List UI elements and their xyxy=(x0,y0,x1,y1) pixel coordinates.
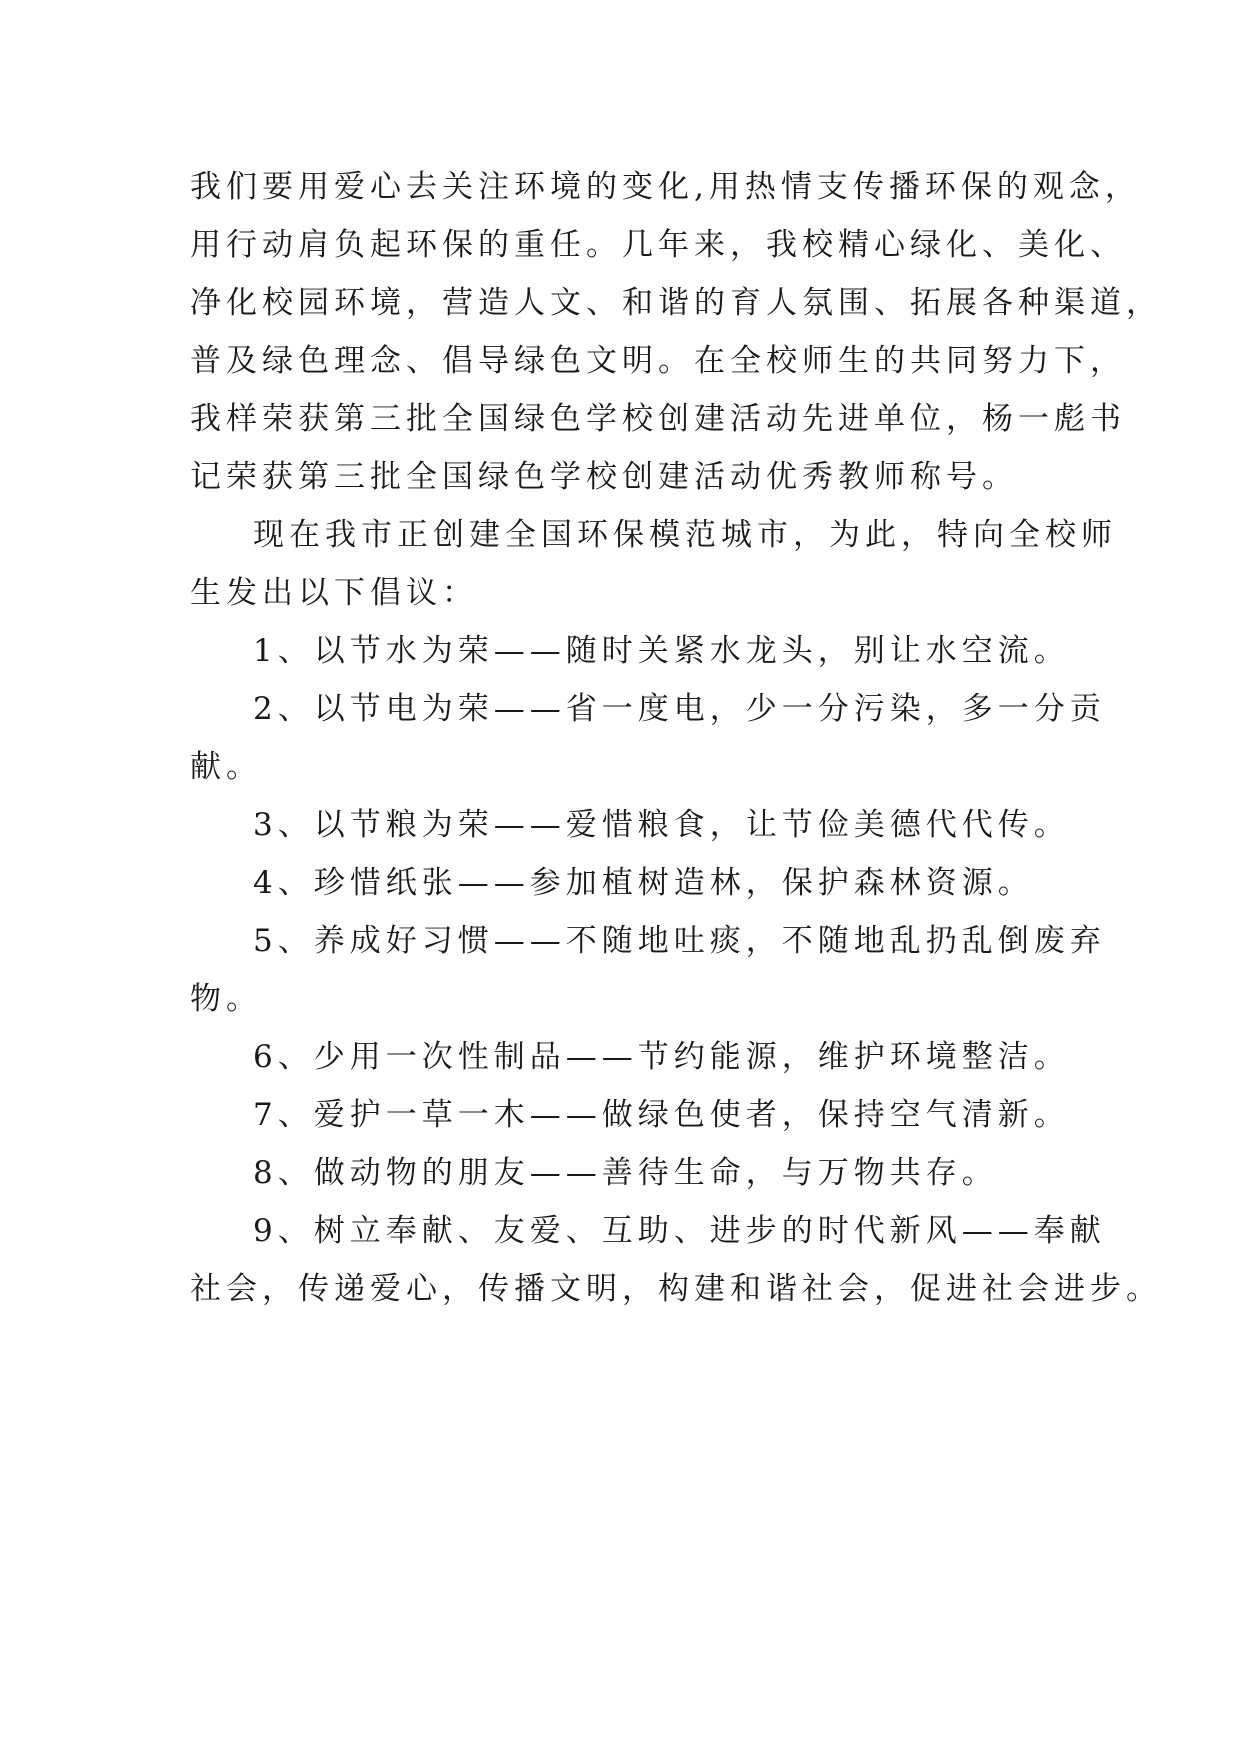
text-line: 净化校园环境，营造人文、和谐的育人氛围、拓展各种渠道， xyxy=(190,285,1162,321)
proposal-item-7 xyxy=(190,1086,1090,1144)
proposal-item-3 xyxy=(190,796,1090,854)
proposal-item-2 xyxy=(190,680,1106,796)
text-line: 我样荣获第三批全国绿色学校创建活动先进单位，杨一彪书 xyxy=(190,401,1126,437)
text-line: 2、以节电为荣——省一度电，少一分污染，多一分贡 xyxy=(253,691,1106,727)
text-line: 用行动肩负起环保的重任。几年来，我校精心绿化、美化、 xyxy=(190,227,1126,263)
text-line: 记荣获第三批全国绿色学校创建活动优秀教师称号。 xyxy=(190,459,1018,495)
text-line: 献。 xyxy=(190,749,262,785)
text-line: 普及绿色理念、倡导绿色文明。在全校师生的共同努力下， xyxy=(190,343,1126,379)
proposal-item-4 xyxy=(190,854,1090,912)
text-line: 7、爱护一草一木——做绿色使者，保持空气清新。 xyxy=(253,1097,1070,1133)
proposal-item-9 xyxy=(190,1202,1162,1318)
text-line: 我们要用爱心去关注环境的变化,用热情支传播环保的观念， xyxy=(190,169,1141,205)
document-body xyxy=(190,158,1162,1318)
proposal-item-8 xyxy=(190,1144,1090,1202)
text-line: 6、少用一次性制品——节约能源，维护环境整洁。 xyxy=(253,1039,1070,1075)
proposal-item-1 xyxy=(190,622,1090,680)
proposal-item-5 xyxy=(190,912,1106,1028)
proposal-item-6 xyxy=(190,1028,1090,1086)
text-line: 物。 xyxy=(190,981,262,1017)
text-line: 生发出以下倡议： xyxy=(190,575,478,611)
intro-paragraph xyxy=(190,158,1162,506)
proposal-intro-paragraph xyxy=(190,506,1117,622)
text-line: 3、以节粮为荣——爱惜粮食，让节俭美德代代传。 xyxy=(253,807,1070,843)
text-line: 8、做动物的朋友——善待生命，与万物共存。 xyxy=(253,1155,998,1191)
text-line: 4、珍惜纸张——参加植树造林，保护森林资源。 xyxy=(253,865,1034,901)
text-line: 5、养成好习惯——不随地吐痰，不随地乱扔乱倒废弃 xyxy=(253,923,1106,959)
text-line: 现在我市正创建全国环保模范城市，为此，特向全校师 xyxy=(253,517,1117,553)
text-line: 9、树立奉献、友爱、互助、进步的时代新风——奉献 xyxy=(253,1213,1106,1249)
text-line: 社会，传递爱心，传播文明，构建和谐社会，促进社会进步。 xyxy=(190,1271,1162,1307)
text-line: 1、以节水为荣——随时关紧水龙头，别让水空流。 xyxy=(253,633,1070,669)
